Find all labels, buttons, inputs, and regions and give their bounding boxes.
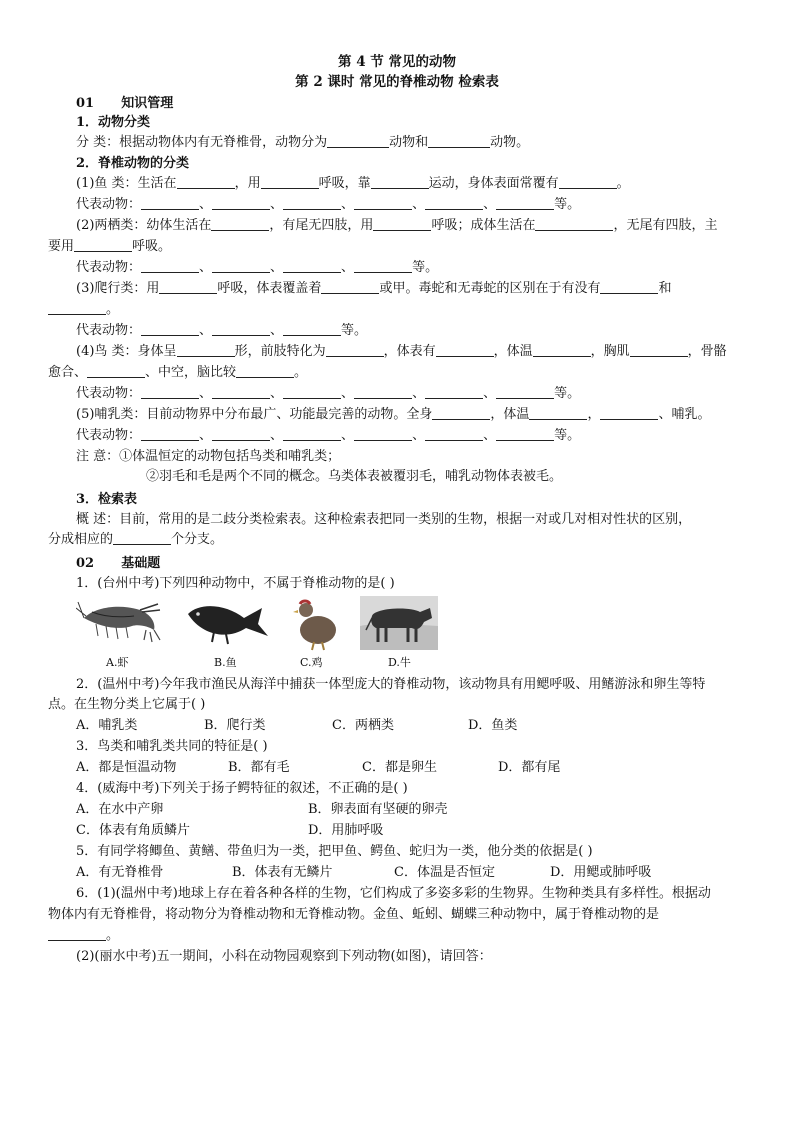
mammal-examples xyxy=(76,426,756,446)
text: 等。 xyxy=(341,323,368,338)
q3-stem: 3．鸟类和哺乳类共同的特征是( ) xyxy=(76,739,268,754)
text: 运动，身体表面常覆有 xyxy=(428,176,559,191)
fill-blank[interactable] xyxy=(141,258,199,273)
fill-blank[interactable] xyxy=(177,342,235,357)
text: ，用 xyxy=(234,176,261,191)
fill-blank[interactable] xyxy=(327,133,389,148)
fill-blank[interactable] xyxy=(425,384,483,399)
fill-blank[interactable] xyxy=(141,195,199,210)
fill-blank[interactable] xyxy=(212,258,270,273)
text: (2)两栖类：幼体生活在 xyxy=(76,218,212,233)
q2-stem: 2．(温州中考)今年我市渔民从海洋中捕获一体型庞大的脊椎动物，该动物具有用鳃呼吸、用鳍游泳和卵生等特 xyxy=(76,677,706,692)
fill-blank[interactable] xyxy=(496,426,554,441)
q2-stem-cont: 点。在生物分类上它属于( ) xyxy=(48,697,206,712)
q1-stem: 1．(台州中考)下列四种动物中，不属于脊椎动物的是( ) xyxy=(76,576,395,591)
fill-blank[interactable] xyxy=(533,342,591,357)
fill-blank[interactable] xyxy=(425,426,483,441)
chicken-icon xyxy=(290,596,342,669)
fill-blank[interactable] xyxy=(354,426,412,441)
text: ，骨骼 xyxy=(687,344,727,359)
reptile-examples xyxy=(76,321,756,341)
note-label: 注 意： xyxy=(76,449,120,464)
fill-blank[interactable] xyxy=(529,405,587,420)
text: 形，前肢特化为 xyxy=(234,344,326,359)
option-b[interactable]: B．体表有无鳞片 xyxy=(232,865,333,880)
text: (4)鸟 类：身体呈 xyxy=(76,344,177,359)
fill-blank[interactable] xyxy=(600,405,658,420)
fill-blank[interactable] xyxy=(496,195,554,210)
fill-blank[interactable] xyxy=(373,216,431,231)
text: 、 xyxy=(199,323,213,338)
text: 呼吸。 xyxy=(132,239,172,254)
option-d[interactable]: D．用肺呼吸 xyxy=(308,823,384,838)
text: 呼吸，体表覆盖着 xyxy=(217,281,322,296)
text: 个分支。 xyxy=(171,532,224,547)
text: 和 xyxy=(658,281,672,296)
fill-blank[interactable] xyxy=(141,426,199,441)
option-c[interactable]: C．两栖类 xyxy=(332,718,394,733)
text: ，体表有 xyxy=(383,344,436,359)
text: 、 xyxy=(412,197,426,212)
k3-heading: 3．检索表 xyxy=(76,492,138,507)
text: (1)鱼 类：生活在 xyxy=(76,176,177,191)
option-b[interactable]: B．都有毛 xyxy=(228,760,290,775)
option-b[interactable]: B．爬行类 xyxy=(204,718,266,733)
note-item: ①体温恒定的动物包括鸟类和哺乳类； xyxy=(119,449,341,464)
fill-blank[interactable] xyxy=(432,405,490,420)
text: 。 xyxy=(106,302,120,317)
option-d[interactable]: D．都有尾 xyxy=(498,760,561,775)
text: 、 xyxy=(483,386,497,401)
fill-blank[interactable] xyxy=(326,342,384,357)
text: 等。 xyxy=(554,386,581,401)
option-a[interactable]: A．在水中产卵 xyxy=(76,802,164,817)
option-d[interactable]: D．鱼类 xyxy=(468,718,518,733)
option-d[interactable]: D．用鳃或肺呼吸 xyxy=(550,865,652,880)
fill-blank[interactable] xyxy=(159,279,217,294)
fill-blank[interactable] xyxy=(283,321,341,336)
text: 、 xyxy=(199,386,213,401)
fill-blank[interactable] xyxy=(212,426,270,441)
text: (3)爬行类：用 xyxy=(76,281,160,296)
text: 。 xyxy=(294,365,308,380)
text: 代表动物： xyxy=(76,323,142,338)
option-label: A.虾 xyxy=(106,656,129,669)
q6-line-3 xyxy=(48,926,728,946)
fill-blank[interactable] xyxy=(354,384,412,399)
text: ， xyxy=(587,407,601,422)
text: ，无尾有四肢，主 xyxy=(613,218,718,233)
fill-blank[interactable] xyxy=(212,195,270,210)
fill-blank[interactable] xyxy=(87,363,145,378)
text: ，体温 xyxy=(493,344,533,359)
k2-heading: 2．脊椎动物的分类 xyxy=(76,156,190,171)
fill-blank[interactable] xyxy=(48,300,106,315)
text: 、 xyxy=(412,428,426,443)
mammal-line xyxy=(76,405,756,425)
text: 、 xyxy=(199,428,213,443)
text: 愈合、 xyxy=(48,365,88,380)
text: 等。 xyxy=(554,428,581,443)
note-line-2: ②羽毛和毛是两个不同的概念。乌类体表被覆羽毛，哺乳动物体表被毛。 xyxy=(146,469,563,484)
section-name: 知识管理 xyxy=(121,96,174,111)
fill-blank[interactable] xyxy=(371,174,429,189)
note-line-1 xyxy=(76,447,756,467)
bird-examples xyxy=(76,384,756,404)
section-name: 基础题 xyxy=(121,556,161,571)
text: 动物和 xyxy=(389,135,429,150)
text: 代表动物： xyxy=(76,260,142,275)
text: 代表动物： xyxy=(76,386,142,401)
fill-blank[interactable] xyxy=(283,258,341,273)
text: 等。 xyxy=(554,197,581,212)
option-label: C.鸡 xyxy=(300,656,323,669)
option-c[interactable]: C．体表有角质鳞片 xyxy=(76,823,190,838)
section-number: 01 xyxy=(76,96,95,111)
text: 、 xyxy=(341,197,355,212)
k3-paragraph: 概 述：目前，常用的是二歧分类检索表。这种检索表把同一类别的生物，根据一对或几对相对性状的区别， xyxy=(76,512,692,527)
cow-icon xyxy=(360,596,438,669)
text: 、 xyxy=(270,428,284,443)
option-c[interactable]: C．体温是否恒定 xyxy=(394,865,495,880)
text: 分 类：根据动物体内有无脊椎骨，动物分为 xyxy=(76,135,328,150)
text: 代表动物： xyxy=(76,428,142,443)
reptile-line xyxy=(76,279,756,299)
text: 。 xyxy=(616,176,630,191)
text: 、 xyxy=(199,260,213,275)
section-number: 02 xyxy=(76,556,95,571)
text: ，体温 xyxy=(490,407,530,422)
text: 、 xyxy=(483,197,497,212)
fill-blank[interactable] xyxy=(600,279,658,294)
fill-blank[interactable] xyxy=(212,321,270,336)
text: 等。 xyxy=(412,260,439,275)
lesson-subtitle: 第 2 课时 常见的脊椎动物 检索表 xyxy=(295,74,499,90)
text: 、哺乳。 xyxy=(658,407,711,422)
fill-blank[interactable] xyxy=(283,426,341,441)
text: 动物。 xyxy=(490,135,530,150)
fill-blank[interactable] xyxy=(559,174,617,189)
text: 要用 xyxy=(48,239,75,254)
text: ，有尾无四肢，用 xyxy=(269,218,374,233)
q1-figures xyxy=(76,596,476,668)
option-a[interactable]: A．都是恒温动物 xyxy=(76,760,177,775)
reptile-line-cont xyxy=(48,300,728,320)
fill-blank[interactable] xyxy=(425,195,483,210)
q6-line-4: (2)(丽水中考)五一期间，小科在动物园观察到下列动物(如图)，请回答： xyxy=(76,949,492,964)
fill-blank[interactable] xyxy=(236,363,294,378)
fish-icon xyxy=(184,596,270,669)
fill-blank[interactable] xyxy=(321,279,379,294)
text: 、中空，脑比较 xyxy=(145,365,237,380)
fish-examples xyxy=(76,195,756,215)
text: 、 xyxy=(270,323,284,338)
option-a[interactable]: A．哺乳类 xyxy=(76,718,138,733)
fill-blank[interactable] xyxy=(496,384,554,399)
text: 或甲。毒蛇和无毒蛇的区别在于有没有 xyxy=(379,281,601,296)
q5-stem: 5．有同学将鲫鱼、黄鳝、带鱼归为一类，把甲鱼、鳄鱼、蛇归为一类，他分类的依据是( ) xyxy=(76,844,593,859)
text: 、 xyxy=(341,428,355,443)
option-label: B.鱼 xyxy=(214,656,237,669)
text: (5)哺乳类：目前动物界中分布最广、功能最完善的动物。全身 xyxy=(76,407,433,422)
lesson-title: 第 4 节 常见的动物 xyxy=(338,54,456,70)
text: 分成相应的 xyxy=(48,532,114,547)
option-label: D.牛 xyxy=(388,656,411,669)
option-b[interactable]: B．卵表面有坚硬的卵壳 xyxy=(308,802,448,817)
fill-blank[interactable] xyxy=(211,216,269,231)
text: 、 xyxy=(270,197,284,212)
text: 、 xyxy=(341,386,355,401)
text: ，胸肌 xyxy=(590,344,630,359)
fill-blank[interactable] xyxy=(261,174,319,189)
k3-paragraph-cont xyxy=(48,530,728,550)
option-a[interactable]: A．有无脊椎骨 xyxy=(76,865,164,880)
bird-line xyxy=(76,342,756,362)
fill-blank[interactable] xyxy=(141,321,199,336)
q6-line-2: 物体内有无脊椎骨，将动物分为脊椎动物和无脊椎动物。金鱼、蚯蚓、蝴蝶三种动物中，属于脊椎动物的是 xyxy=(48,907,660,922)
amphibian-line xyxy=(76,216,756,236)
fill-blank[interactable] xyxy=(74,237,132,252)
fill-blank[interactable] xyxy=(630,342,688,357)
k1-heading: 1．动物分类 xyxy=(76,115,151,130)
q4-stem: 4．(威海中考)下列关于扬子鳄特征的叙述，不正确的是( ) xyxy=(76,781,408,796)
fill-blank[interactable] xyxy=(141,384,199,399)
text: 、 xyxy=(270,260,284,275)
fish-line xyxy=(76,174,756,194)
text: 代表动物： xyxy=(76,197,142,212)
fill-blank[interactable] xyxy=(354,195,412,210)
shrimp-icon xyxy=(76,596,162,669)
text: 、 xyxy=(412,386,426,401)
bird-line-cont xyxy=(48,363,728,383)
fill-blank[interactable] xyxy=(428,133,490,148)
fill-blank[interactable] xyxy=(354,258,412,273)
section-heading-basics xyxy=(76,554,756,574)
section-heading-knowledge xyxy=(76,94,756,114)
fill-blank[interactable] xyxy=(48,926,106,941)
text: 、 xyxy=(270,386,284,401)
text: 呼吸；成体生活在 xyxy=(431,218,536,233)
fill-blank[interactable] xyxy=(113,530,171,545)
text: 呼吸，靠 xyxy=(318,176,371,191)
fill-blank[interactable] xyxy=(535,216,613,231)
q6-line-1: 6．(1)(温州中考)地球上存在着各种各样的生物，它们构成了多姿多彩的生物界。生物种类具有多样性。根据动 xyxy=(76,886,711,901)
fill-blank[interactable] xyxy=(177,174,235,189)
text: 。 xyxy=(106,928,120,943)
fill-blank[interactable] xyxy=(283,195,341,210)
amphibian-line-cont xyxy=(48,237,728,257)
text: 、 xyxy=(341,260,355,275)
option-c[interactable]: C．都是卵生 xyxy=(362,760,437,775)
text: 、 xyxy=(483,428,497,443)
fill-blank[interactable] xyxy=(436,342,494,357)
fill-blank[interactable] xyxy=(212,384,270,399)
amphibian-examples xyxy=(76,258,756,278)
text: 、 xyxy=(199,197,213,212)
fill-blank[interactable] xyxy=(283,384,341,399)
k1-paragraph xyxy=(76,133,756,153)
